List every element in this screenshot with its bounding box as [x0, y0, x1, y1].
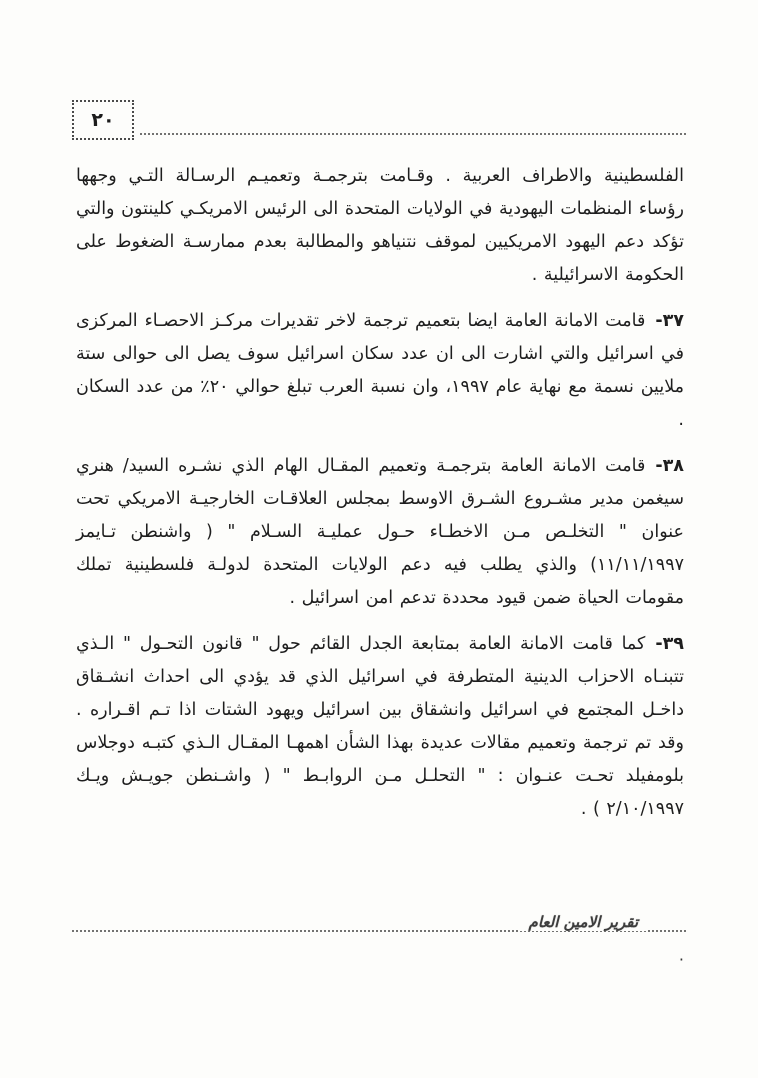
footer-report-title: تقرير الامين العام	[519, 913, 648, 931]
paragraph-number: ٣٨-	[655, 456, 684, 476]
paragraph-37	[76, 305, 684, 437]
paragraph-text: كما قامت الامانة العامة بمتابعة الجدل القائم حول " قانون التحـول " الـذي تتبنـاه الاحزاب الدينية المتطرفة في اسرائيل الذي قد يؤدي الى احداث انشـقاق داخـل المجتمع في اسرائيل وانشقاق بين اسرائيل ويهود الشتات اذا تـم اقـراره . وقد تم ترجمة وتعميم مقالات عديدة بهذا الشأن اهمهـا المقـال الـذي كتبـه دوجلاس بلومفيلد تحـت عنـوان : " التحلـل مـن الروابـط " ( واشـنطن جويـش ويـك ٢/١٠/١٩٩٧ ) .	[76, 634, 684, 819]
paragraph-text: قامت الامانة العامة ايضا بتعميم ترجمة لاخر تقديرات مركـز الاحصـاء المركزى في اسرائيل والتي اشارت الى ان عدد سكان اسرائيل سوف يصل الى حوالى ستة ملايين نسمة مع نهاية عام ١٩٩٧، وان نسبة العرب تبلغ حوالي ٢٠٪ من عدد السكان .	[76, 311, 685, 430]
page-header	[72, 100, 686, 140]
paragraph-text: قامت الامانة العامة بترجمـة وتعميم المقـال الهام الذي نشـره السيد/ هنري سيغمن مدير مشـروع الشـرق الاوسط بمجلس العلاقـات الخارجيـة الامريكي تحت عنوان " التخلـص مـن الاخطـاء حـول عمليـة السـلام " ( واشنطن تـايمز ١١/١١/١٩٩٧) والذي يطلب فيه دعم الولايات المتحدة لدولـة فلسطينية تملك مقومات الحياة ضمن قيود محددة تدعم امن اسرائيل .	[76, 456, 684, 608]
header-divider	[140, 133, 686, 135]
paragraph-number: ٣٧-	[655, 311, 684, 331]
page-footer	[72, 913, 686, 972]
paragraph-number: ٣٩-	[655, 634, 684, 654]
document-body	[76, 160, 684, 839]
paragraph-38	[76, 450, 684, 615]
footer-mark: ·	[678, 950, 684, 969]
page-number: ٢٠	[91, 109, 115, 131]
paragraph-continuation	[76, 160, 684, 292]
paragraph-text: الفلسطينية والاطراف العربية . وقـامت بترجمـة وتعميـم الرسـالة التـي وجهها رؤساء المنظمات اليهودية في الولايات المتحدة الى الرئيس الامريكـي كلينتون والتي تؤكد دعم اليهود الامريكيين لموقف نتنياهو والمطالبة بعدم ممارسـة الضغوط على الحكومة الاسرائيلية .	[76, 166, 684, 285]
paragraph-39	[76, 628, 684, 826]
page-number-box	[72, 100, 134, 140]
